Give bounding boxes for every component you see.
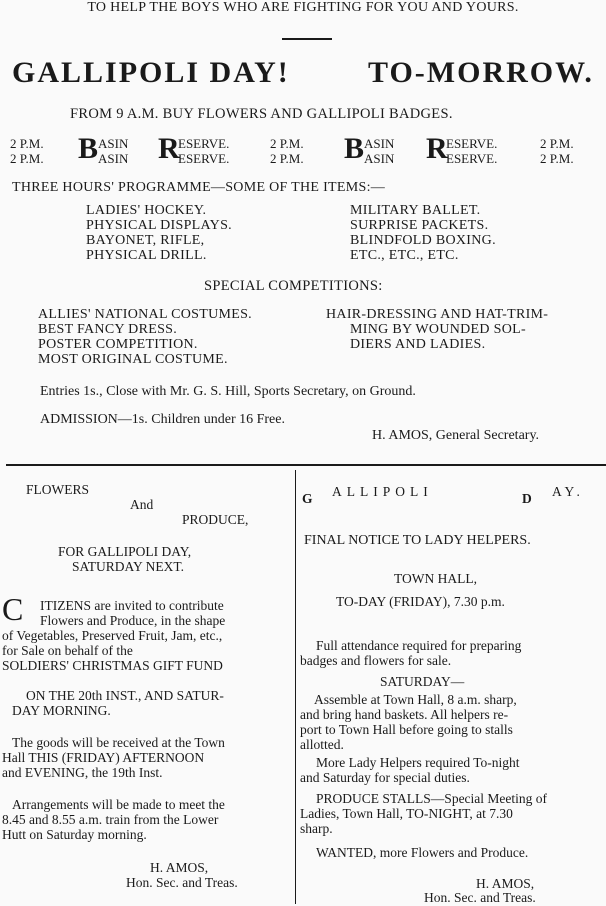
citizens-line: of Vegetables, Preserved Fruit, Jam, etc., xyxy=(2,628,223,643)
produce-stalls-line: sharp. xyxy=(300,821,333,836)
drop-cap-c: C xyxy=(2,591,24,627)
attendance-line: Full attendance required for preparing xyxy=(316,638,522,653)
comp-left: ALLIES' NATIONAL COSTUMES. BEST FANCY DRESS. POSTER COMPETITION. MOST ORIGINAL COSTUME. xyxy=(38,307,252,367)
day-word: AY. xyxy=(552,484,584,499)
arrangements-line: 8.45 and 8.55 a.m. train from the Lower xyxy=(2,812,219,827)
helpers-line: More Lady Helpers required To-night xyxy=(316,755,520,770)
column-rule xyxy=(295,470,296,904)
arrangements-line: Arrangements will be made to meet the xyxy=(12,797,225,812)
saturday-heading: SATURDAY— xyxy=(380,674,465,689)
comp-right: HAIR-DRESSING AND HAT-TRIM- MING BY WOUNDED SOL- DIERS AND LADIES. xyxy=(326,307,549,352)
programme-heading: THREE HOURS' PROGRAMME—SOME OF THE ITEMS:— xyxy=(12,180,386,195)
attendance-line: badges and flowers for sale. xyxy=(300,653,452,668)
assemble-line: allotted. xyxy=(300,737,344,752)
headline-right: TO-MORROW. xyxy=(368,56,594,89)
town-hall: TOWN HALL, xyxy=(394,571,477,586)
left-signature-name: H. AMOS, xyxy=(150,860,209,875)
date-line: DAY MORNING. xyxy=(12,703,111,718)
section-rule xyxy=(6,464,606,466)
flowers-heading: FLOWERS xyxy=(26,482,90,497)
produce-stalls-line: Ladies, Town Hall, TO-NIGHT, at 7.30 xyxy=(300,806,513,821)
produce-heading: PRODUCE, xyxy=(182,512,249,527)
left-signature-title: Hon. Sec. and Treas. xyxy=(126,875,238,890)
for-day: FOR GALLIPOLI DAY, xyxy=(58,544,192,559)
helpers-line: and Saturday for special duties. xyxy=(300,770,470,785)
goods-line: Hall THIS (FRIDAY) AFTERNOON xyxy=(2,750,205,765)
time-mid: 2 P.M. 2 P.M. xyxy=(270,136,304,166)
signature: H. AMOS, General Secretary. xyxy=(372,428,540,443)
right-signature-name: H. AMOS, xyxy=(476,876,535,891)
goods-line: The goods will be received at the Town xyxy=(12,735,225,750)
saturday-next: SATURDAY NEXT. xyxy=(72,559,185,574)
drop-cap-g: G xyxy=(302,491,313,506)
items-right: MILITARY BALLET. SURPRISE PACKETS. BLINDFOLD BOXING. ETC., ETC., ETC. xyxy=(350,203,496,263)
admission: ADMISSION—1s. Children under 16 Free. xyxy=(40,412,285,427)
citizens-line: ITIZENS are invited to contribute xyxy=(40,598,224,613)
assemble-line: and bring hand baskets. All helpers re- xyxy=(300,707,509,722)
and-heading: And xyxy=(130,497,154,512)
final-notice: FINAL NOTICE TO LADY HELPERS. xyxy=(304,533,531,548)
assemble-line: Assemble at Town Hall, 8 a.m. sharp, xyxy=(314,692,517,707)
time-right: 2 P.M. 2 P.M. xyxy=(540,136,574,166)
produce-stalls-line: PRODUCE STALLS—Special Meeting of xyxy=(316,791,548,806)
arrangements-line: Hutt on Saturday morning. xyxy=(2,827,147,842)
wanted-line: WANTED, more Flowers and Produce. xyxy=(316,845,529,860)
divider xyxy=(282,38,332,40)
special-heading: SPECIAL COMPETITIONS: xyxy=(204,278,383,294)
date-line: ON THE 20th INST., AND SATUR- xyxy=(26,688,224,703)
tagline: TO HELP THE BOYS WHO ARE FIGHTING FOR YOU AND YOURS. xyxy=(87,0,519,15)
citizens-line: for Sale on behalf of the xyxy=(2,643,133,658)
items-left: LADIES' HOCKEY. PHYSICAL DISPLAYS. BAYONET, RIFLE, PHYSICAL DRILL. xyxy=(86,203,232,263)
entries: Entries 1s., Close with Mr. G. S. Hill, Sports Secretary, on Ground. xyxy=(40,384,416,399)
gallipoli-word: ALLIPOLI xyxy=(332,484,433,499)
assemble-line: port to Town Hall before going to stalls xyxy=(300,722,513,737)
citizens-line: SOLDIERS' CHRISTMAS GIFT FUND xyxy=(2,658,223,673)
citizens-line: Flowers and Produce, in the shape xyxy=(40,613,226,628)
headline-left: GALLIPOLI DAY! xyxy=(12,56,290,89)
drop-cap-d: D xyxy=(522,491,532,506)
subhead: FROM 9 A.M. BUY FLOWERS AND GALLIPOLI BADGES. xyxy=(70,106,453,122)
goods-line: and EVENING, the 19th Inst. xyxy=(2,765,163,780)
right-signature-title: Hon. Sec. and Treas. xyxy=(424,890,536,905)
today-time: TO-DAY (FRIDAY), 7.30 p.m. xyxy=(336,594,505,609)
time-left: 2 P.M. 2 P.M. xyxy=(10,136,44,166)
